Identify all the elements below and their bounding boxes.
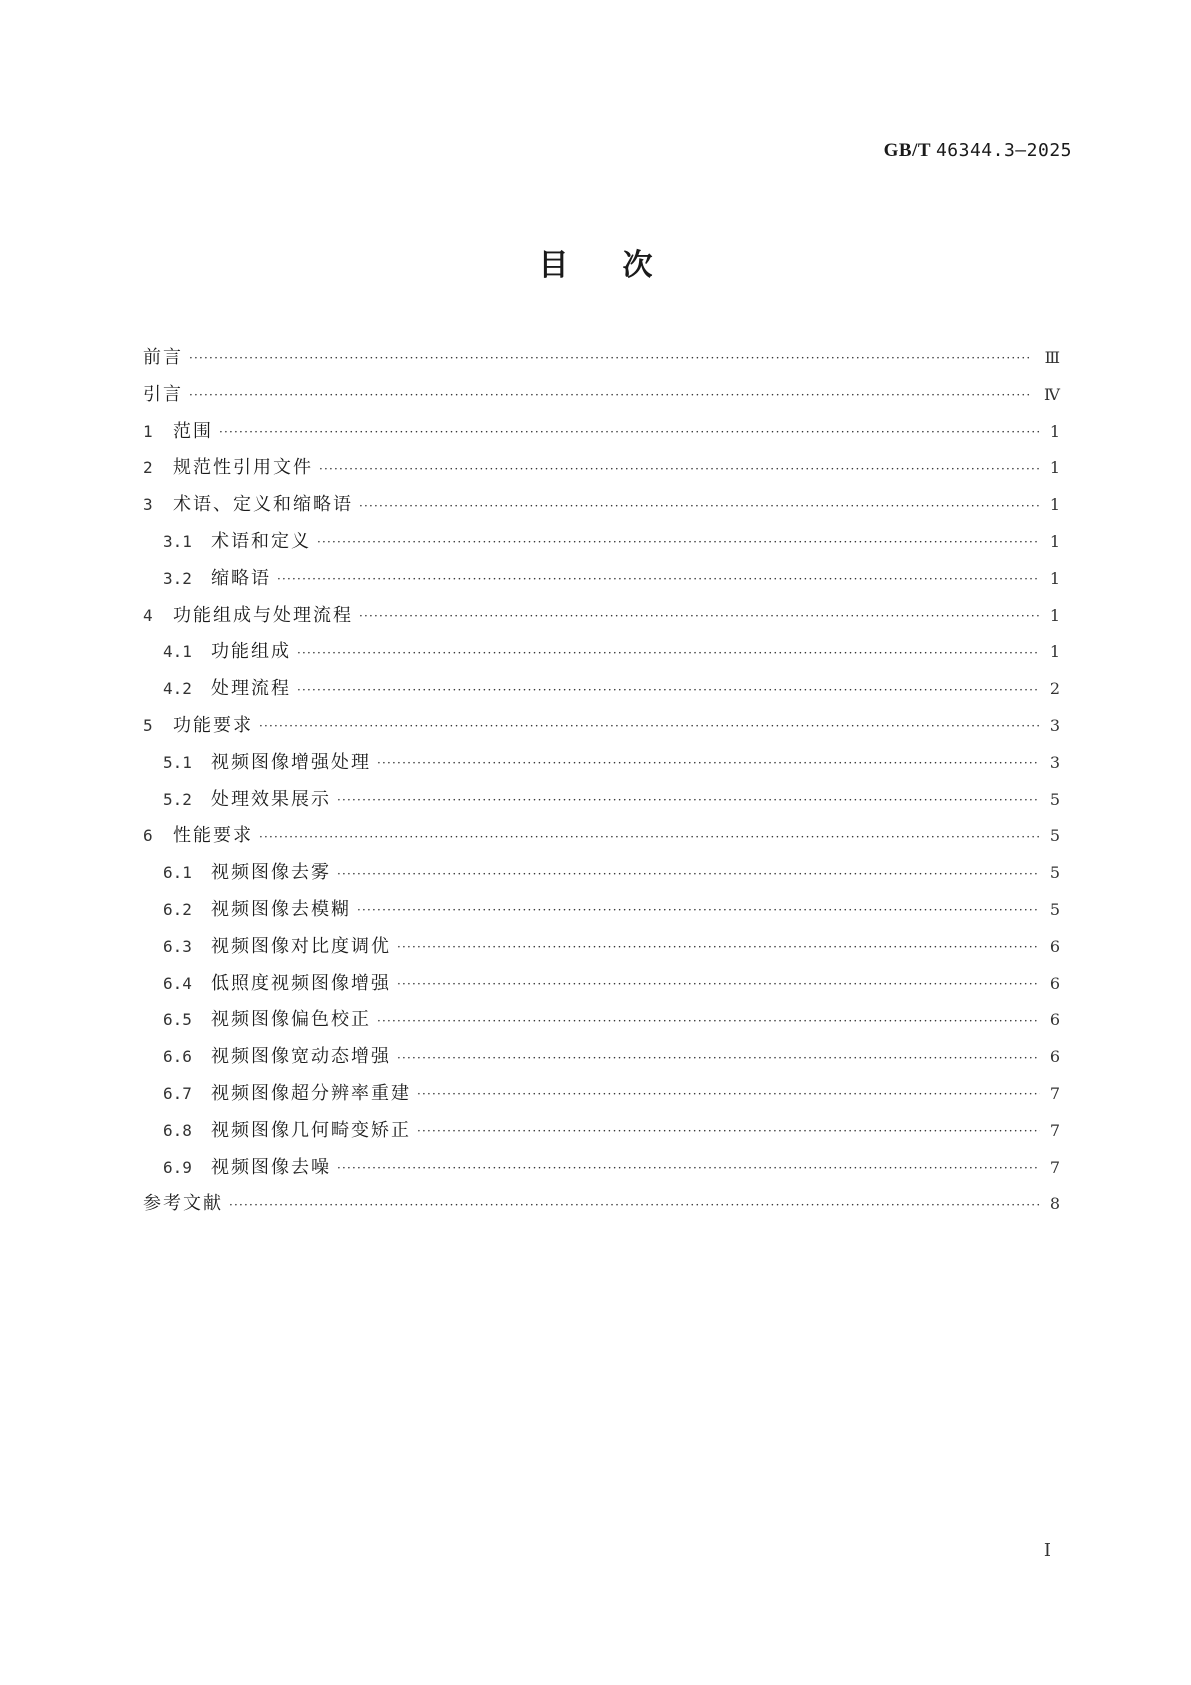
toc-entry-number: 5.1 xyxy=(163,752,192,772)
toc-entry-label: 视频图像宽动态增强 xyxy=(211,1046,391,1068)
toc-leader-dots xyxy=(189,351,1037,365)
toc-entry-page: 6 xyxy=(1049,936,1060,956)
toc-entry[interactable] xyxy=(143,1113,1060,1150)
toc-entry[interactable] xyxy=(143,929,1060,966)
toc-entry-label: 视频图像去噪 xyxy=(211,1156,331,1178)
toc-entry-number: 6.5 xyxy=(163,1010,192,1030)
toc-entry-page: 1 xyxy=(1049,642,1060,662)
toc-entry-label: 功能组成 xyxy=(211,641,291,663)
toc-entry-page: Ⅲ xyxy=(1044,348,1060,367)
toc-entry-label: 范围 xyxy=(173,420,213,442)
toc-leader-dots xyxy=(319,462,1040,476)
toc-entry-number: 6.6 xyxy=(163,1047,192,1067)
toc-leader-dots xyxy=(337,867,1040,881)
toc-entry[interactable] xyxy=(143,1076,1060,1113)
toc-entry-number: 4 xyxy=(143,605,153,625)
toc-entry[interactable] xyxy=(143,414,1060,451)
toc-entry[interactable] xyxy=(143,855,1060,892)
toc-entry-label: 功能要求 xyxy=(173,714,253,736)
toc-entry-page: 1 xyxy=(1049,531,1060,551)
toc-entry-page: 1 xyxy=(1049,568,1060,588)
toc-entry-number: 4.1 xyxy=(163,642,192,662)
toc-entry[interactable] xyxy=(143,1186,1060,1223)
toc-entry-number: 6.1 xyxy=(163,863,192,883)
toc-entry-page: 3 xyxy=(1049,715,1060,735)
toc-entry-label: 视频图像增强处理 xyxy=(211,751,371,773)
toc-entry-page: 5 xyxy=(1049,863,1060,883)
toc-entry-label: 前言 xyxy=(143,347,183,368)
toc-leader-dots xyxy=(317,535,1040,549)
toc-entry-number: 6.8 xyxy=(163,1120,192,1140)
toc-leader-dots xyxy=(377,756,1040,770)
toc-entry[interactable] xyxy=(143,377,1060,414)
toc-entry-label: 视频图像去模糊 xyxy=(211,898,351,920)
standard-number: 46344.3—2025 xyxy=(935,140,1072,161)
toc-entry-number: 3 xyxy=(143,495,153,515)
toc-entry-label: 低照度视频图像增强 xyxy=(211,972,391,994)
toc-entry-label: 引言 xyxy=(143,383,183,405)
toc-leader-dots xyxy=(259,719,1040,733)
standard-prefix: GB/T xyxy=(883,140,931,161)
toc-leader-dots xyxy=(337,1161,1040,1175)
toc-leader-dots xyxy=(297,683,1040,697)
toc-entry-page: 1 xyxy=(1049,421,1060,441)
toc-entry-page: 5 xyxy=(1049,899,1060,919)
toc-entry-label: 功能组成与处理流程 xyxy=(173,604,353,626)
standard-code xyxy=(884,140,1072,162)
toc-entry-label: 视频图像对比度调优 xyxy=(211,935,391,957)
toc-leader-dots xyxy=(219,425,1040,439)
toc-entry-number: 6.3 xyxy=(163,936,192,956)
toc-entry-page: 3 xyxy=(1049,752,1060,772)
toc-entry-number: 5 xyxy=(143,715,153,735)
toc-leader-dots xyxy=(377,1014,1040,1028)
toc-entry-page: Ⅳ xyxy=(1044,384,1060,404)
toc-leader-dots xyxy=(397,977,1040,991)
toc-entry-number: 3.1 xyxy=(163,531,192,551)
toc-entry-number: 6.7 xyxy=(163,1083,192,1103)
toc-entry-label: 视频图像超分辨率重建 xyxy=(211,1082,411,1104)
toc-entry[interactable] xyxy=(143,1002,1060,1039)
toc-entry[interactable] xyxy=(143,524,1060,561)
toc-entry-number: 6.9 xyxy=(163,1157,192,1177)
toc-entry-page: 6 xyxy=(1049,1047,1060,1067)
toc-entry[interactable] xyxy=(143,892,1060,929)
toc-leader-dots xyxy=(229,1198,1040,1212)
toc-entry-label: 处理流程 xyxy=(211,678,291,700)
toc-entry-label: 术语、定义和缩略语 xyxy=(173,494,353,516)
toc-leader-dots xyxy=(397,940,1040,954)
toc-entry-page: 2 xyxy=(1049,679,1060,699)
toc-entry-label: 视频图像偏色校正 xyxy=(211,1009,371,1031)
toc-entry-number: 6.2 xyxy=(163,899,192,919)
toc-leader-dots xyxy=(297,646,1040,660)
toc-entry-label: 规范性引用文件 xyxy=(173,457,313,479)
toc-entry-page: 1 xyxy=(1049,458,1060,478)
toc-entry-number: 6.4 xyxy=(163,973,192,993)
toc-entry-page: 7 xyxy=(1049,1120,1060,1140)
toc-leader-dots xyxy=(417,1124,1040,1138)
toc-entry-page: 8 xyxy=(1049,1194,1060,1214)
toc-leader-dots xyxy=(337,793,1040,807)
toc-leader-dots xyxy=(359,499,1040,513)
toc-entry-page: 5 xyxy=(1049,789,1060,809)
toc-entry-number: 2 xyxy=(143,458,153,478)
toc-entry[interactable] xyxy=(143,966,1060,1003)
toc-entry-page: 1 xyxy=(1049,605,1060,625)
toc-entry[interactable] xyxy=(143,708,1060,745)
toc-leader-dots xyxy=(277,572,1040,586)
toc-entry-number: 5.2 xyxy=(163,789,192,809)
toc-entry-page: 7 xyxy=(1049,1157,1060,1177)
toc-entry[interactable] xyxy=(143,745,1060,782)
toc-entry[interactable] xyxy=(143,634,1060,671)
toc-entry[interactable] xyxy=(143,598,1060,635)
page-folio: Ⅰ xyxy=(1043,1540,1051,1560)
toc-leader-dots xyxy=(357,903,1040,917)
toc-entry-label: 术语和定义 xyxy=(211,530,311,552)
toc-entry[interactable] xyxy=(143,818,1060,855)
toc-entry-label: 参考文献 xyxy=(143,1193,223,1215)
toc-entry-number: 1 xyxy=(143,421,153,441)
table-of-contents xyxy=(143,340,1060,1223)
page-title: 目次 xyxy=(538,248,707,283)
toc-entry-page: 6 xyxy=(1049,973,1060,993)
toc-leader-dots xyxy=(397,1051,1040,1065)
toc-entry[interactable] xyxy=(143,561,1060,598)
toc-entry-page: 7 xyxy=(1049,1083,1060,1103)
toc-entry-label: 视频图像几何畸变矫正 xyxy=(211,1119,411,1141)
toc-entry-page: 5 xyxy=(1049,826,1060,846)
toc-entry-page: 1 xyxy=(1049,495,1060,515)
toc-entry[interactable] xyxy=(143,782,1060,819)
toc-entry[interactable] xyxy=(143,1039,1060,1076)
toc-entry-number: 3.2 xyxy=(163,568,192,588)
toc-entry-label: 视频图像去雾 xyxy=(211,862,331,884)
toc-leader-dots xyxy=(259,830,1040,844)
toc-entry-label: 性能要求 xyxy=(173,825,253,847)
toc-entry[interactable] xyxy=(143,487,1060,524)
toc-entry[interactable] xyxy=(143,1150,1060,1187)
toc-entry[interactable] xyxy=(143,450,1060,487)
toc-entry-label: 处理效果展示 xyxy=(211,788,331,810)
toc-entry-page: 6 xyxy=(1049,1010,1060,1030)
toc-entry[interactable] xyxy=(143,340,1060,377)
toc-leader-dots xyxy=(417,1087,1040,1101)
toc-entry-number: 4.2 xyxy=(163,679,192,699)
toc-leader-dots xyxy=(189,388,1036,402)
toc-entry[interactable] xyxy=(143,671,1060,708)
toc-leader-dots xyxy=(359,609,1040,623)
toc-entry-number: 6 xyxy=(143,826,153,846)
toc-entry-label: 缩略语 xyxy=(211,567,271,589)
